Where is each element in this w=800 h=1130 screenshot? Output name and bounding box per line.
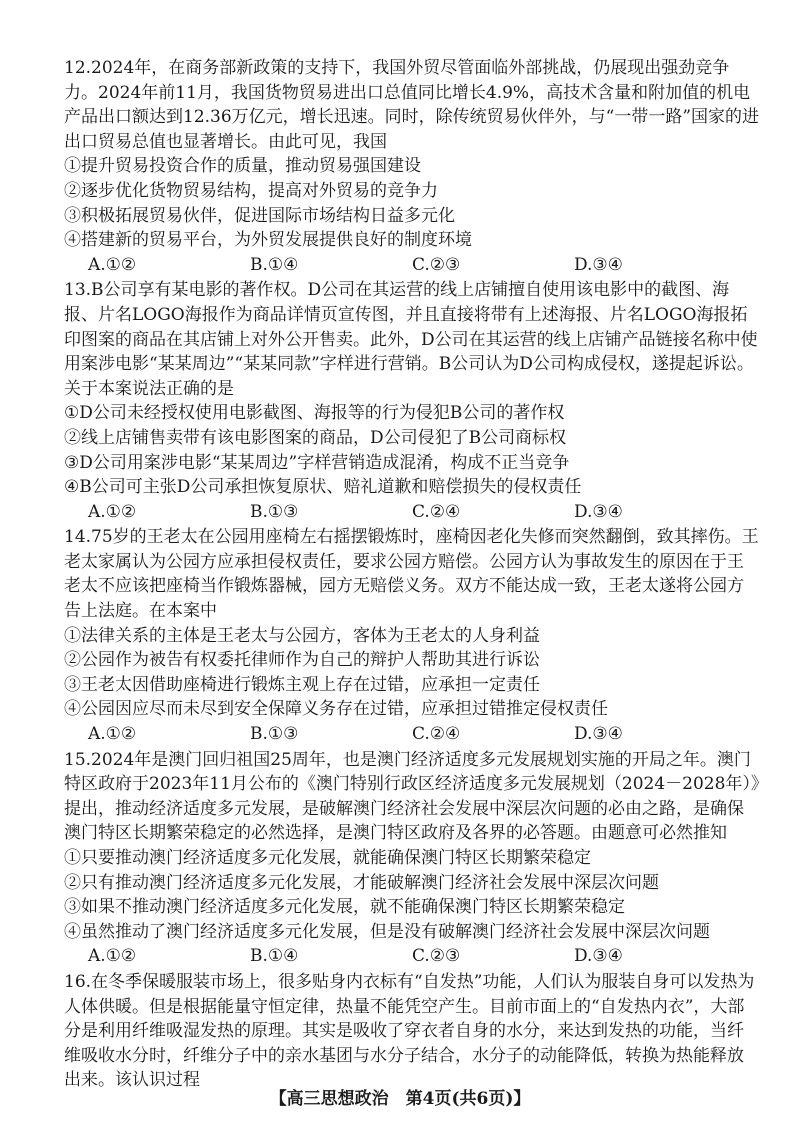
- question-13: [64, 278, 760, 524]
- choice-c: C.②③: [412, 254, 461, 275]
- option-2: ②只有推动澳门经济适度多元化发展，才能破解澳门经济社会发展中深层次问题: [64, 872, 659, 893]
- answer-choices: [88, 944, 760, 969]
- option-2: ②逐步优化货物贸易结构，提高对外贸易的竞争力: [64, 180, 438, 201]
- option-1: ①提升贸易投资合作的质量，推动贸易强国建设: [64, 156, 421, 177]
- option-3: ③积极拓展贸易伙伴，促进国际市场结构日益多元化: [64, 205, 455, 226]
- choice-a: A.①②: [88, 254, 137, 275]
- choice-d: D.③④: [574, 946, 623, 967]
- option-4: ④虽然推动了澳门经济适度多元化发展，但是没有破解澳门经济社会发展中深层次问题: [64, 921, 710, 942]
- option-2: ②公园作为被告有权委托律师作为自己的辩护人帮助其进行诉讼: [64, 650, 540, 671]
- question-16: [64, 970, 760, 1093]
- choice-a: A.①②: [88, 946, 137, 967]
- choice-b: B.①③: [250, 501, 299, 522]
- option-1: ①只要推动澳门经济适度多元化发展，就能确保澳门特区长期繁荣稳定: [64, 848, 591, 868]
- question-stem: 12.2024年，在商务部新政策的支持下，我国外贸尽管面临外部挑战，仍展现出强劲竞争力。2024年前11月，我国货物贸易进出口总值同比增长4.9%，高技术含量和附加值的机电产品出口额达到12.36万亿元，增长迅速。同时，除传统贸易伙伴外，与“一带一路”国家的进出口贸易总值也显著增长。由此可见，我国: [64, 58, 760, 152]
- choice-d: D.③④: [574, 724, 623, 745]
- option-2: ②线上店铺售卖带有该电影图案的商品，D公司侵犯了B公司商标权: [64, 427, 567, 448]
- choice-c: C.②③: [412, 946, 461, 967]
- option-4: ④公园因应尽而未尽到安全保障义务存在过错，应承担过错推定侵权责任: [64, 699, 608, 720]
- choice-d: D.③④: [574, 501, 623, 522]
- question-stem: 14.75岁的王老太在公园用座椅左右摇摆锻炼时，座椅因老化失修而突然翻倒，致其摔伤。王老太家属认为公园方应承担侵权责任，要求公园方赔偿。公园方认为事故发生的原因在于王老太不应该把座椅当作锻炼器械，园方无赔偿义务。双方不能达成一致，王老太遂将公园方告上法庭。在本案中: [64, 527, 759, 622]
- option-3: ③王老太因借助座椅进行锻炼主观上存在过错，应承担一定责任: [64, 674, 540, 695]
- choice-a: A.①②: [88, 501, 137, 522]
- question-15: [64, 748, 760, 969]
- question-stem: 15.2024年是澳门回归祖国25周年，也是澳门经济适度多元发展规划实施的开局之年。澳门特区政府于2023年11月公布的《澳门特别行政区经济适度多元发展规划（2024－2028年）》提出，推动经济适度多元发展，是破解澳门经济社会发展中深层次问题的必由之路，是确保澳门特区长期繁荣稳定的必然选择，是澳门特区政府及各界的必答题。由题意可必然推知: [64, 749, 760, 844]
- option-3: ③D公司用案涉电影“某某周边”字样营销造成混淆，构成不正当竞争: [64, 452, 570, 473]
- answer-choices: [88, 253, 760, 278]
- choice-b: B.①④: [250, 946, 299, 967]
- option-4: ④B公司可主张D公司承担恢复原状、赔礼道歉和赔偿损失的侵权责任: [64, 477, 582, 498]
- question-14: [64, 525, 760, 746]
- choice-d: D.③④: [574, 254, 623, 275]
- option-1: ①D公司未经授权使用电影截图、海报等的行为侵犯B公司的著作权: [64, 403, 565, 424]
- question-stem: 16.在冬季保暖服装市场上，很多贴身内衣标有“自发热”功能，人们认为服装自身可以发热为人体供暖。但是根据能量守恒定律，热量不能凭空产生。目前市面上的“自发热内衣”，大部分是利用纤维吸湿发热的原理。其实是吸收了穿衣者自身的水分，来达到发热的功能，当纤维吸收水分时，纤维分子中的亲水基团与水分子结合，水分子的动能降低，转换为热能释放出来。该认识过程: [64, 971, 755, 1091]
- question-stem: 13.B公司享有某电影的著作权。D公司在其运营的线上店铺擅自使用该电影中的截图、海报、片名LOGO海报作为商品详情页宣传图，并且直接将带有上述海报、片名LOGO海报拓印图案的商品在其店铺上对外公开售卖。此外，D公司在其运营的线上店铺产品链接名称中使用案涉电影“某某周边”“某某同款”字样进行营销。B公司认为D公司构成侵权，遂提起诉讼。关于本案说法正确的是: [64, 280, 758, 399]
- choice-c: C.②④: [412, 724, 461, 745]
- option-1: ①法律关系的主体是王老太与公园方，客体为王老太的人身利益: [64, 625, 540, 646]
- choice-a: A.①②: [88, 724, 137, 745]
- choice-b: B.①③: [250, 724, 299, 745]
- choice-c: C.②④: [412, 501, 461, 522]
- option-4: ④搭建新的贸易平台，为外贸发展提供良好的制度环境: [64, 230, 472, 251]
- option-3: ③如果不推动澳门经济适度多元化发展，就不能确保澳门特区长期繁荣稳定: [64, 897, 625, 918]
- page-footer: 【高三思想政治 第4页(共6页)】: [269, 1089, 531, 1109]
- question-12: [64, 56, 760, 277]
- choice-b: B.①④: [250, 254, 299, 275]
- answer-choices: [88, 722, 760, 747]
- answer-choices: [88, 500, 760, 525]
